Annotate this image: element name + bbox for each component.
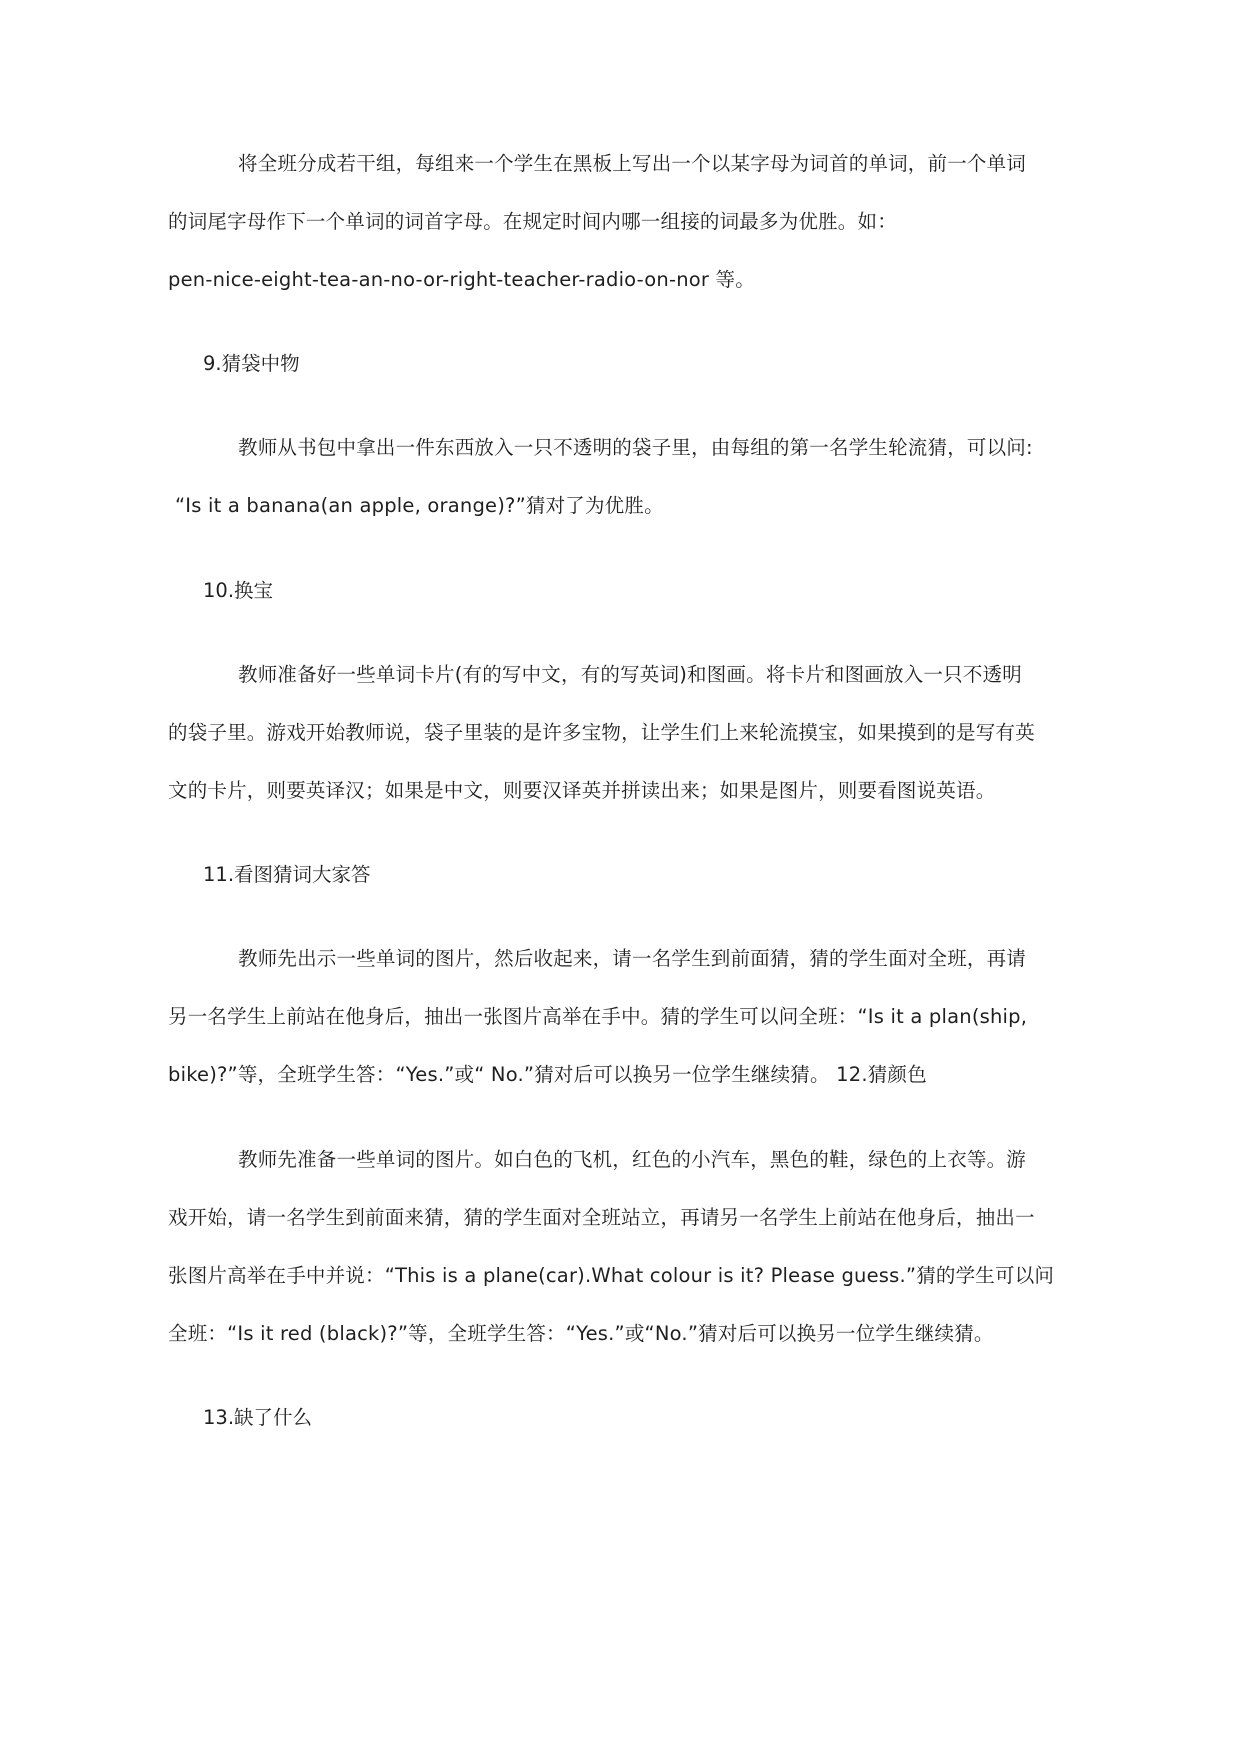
- section-heading-9: 9.猜袋中物: [203, 352, 300, 375]
- paragraph-line: 教师准备好一些单词卡片(有的写中文，有的写英词)和图画。将卡片和图画放入一只不透明: [238, 663, 1022, 686]
- paragraph-line: pen-nice-eight-tea-an-no-or-right-teacher-radio-on-nor 等。: [168, 268, 755, 291]
- paragraph-line: 将全班分成若干组，每组来一个学生在黑板上写出一个以某字母为词首的单词，前一个单词: [238, 152, 1027, 175]
- paragraph-line: 文的卡片，则要英译汉；如果是中文，则要汉译英并拼读出来；如果是图片，则要看图说英语。: [168, 779, 996, 802]
- paragraph-line: 教师从书包中拿出一件东西放入一只不透明的袋子里，由每组的第一名学生轮流猜，可以问:: [238, 436, 1033, 459]
- paragraph-line: 全班：“Is it red (black)?”等，全班学生答：“Yes.”或“No.”猜对后可以换另一位学生继续猜。: [168, 1322, 994, 1345]
- paragraph-line: 的袋子里。游戏开始教师说，袋子里装的是许多宝物，让学生们上来轮流摸宝，如果摸到的是写有英: [168, 721, 1035, 744]
- section-heading-13: 13.缺了什么: [203, 1406, 313, 1429]
- section-heading-11: 11.看图猜词大家答: [203, 863, 371, 886]
- paragraph-line: 张图片高举在手中并说：“This is a plane(car).What colour is it? Please guess.”猜的学生可以问: [168, 1264, 1055, 1287]
- paragraph-line: 教师先准备一些单词的图片。如白色的飞机，红色的小汽车，黑色的鞋，绿色的上衣等。游: [238, 1148, 1027, 1171]
- paragraph-line: 戏开始，请一名学生到前面来猜，猜的学生面对全班站立，再请另一名学生上前站在他身后，抽出一: [168, 1206, 1035, 1229]
- paragraph-line: 的词尾字母作下一个单词的词首字母。在规定时间内哪一组接的词最多为优胜。如：: [168, 210, 897, 233]
- paragraph-line: 另一名学生上前站在他身后，抽出一张图片高举在手中。猜的学生可以问全班：“Is it a plan(ship,: [168, 1005, 1028, 1028]
- paragraph-line: 教师先出示一些单词的图片，然后收起来，请一名学生到前面猜，猜的学生面对全班，再请: [238, 947, 1027, 970]
- section-heading-10: 10.换宝: [203, 579, 274, 602]
- paragraph-line: bike)?”等，全班学生答：“Yes.”或“ No.”猜对后可以换另一位学生继续猜。 12.猜颜色: [168, 1063, 927, 1086]
- paragraph-line: “Is it a banana(an apple, orange)?”猜对了为优胜。: [175, 494, 664, 517]
